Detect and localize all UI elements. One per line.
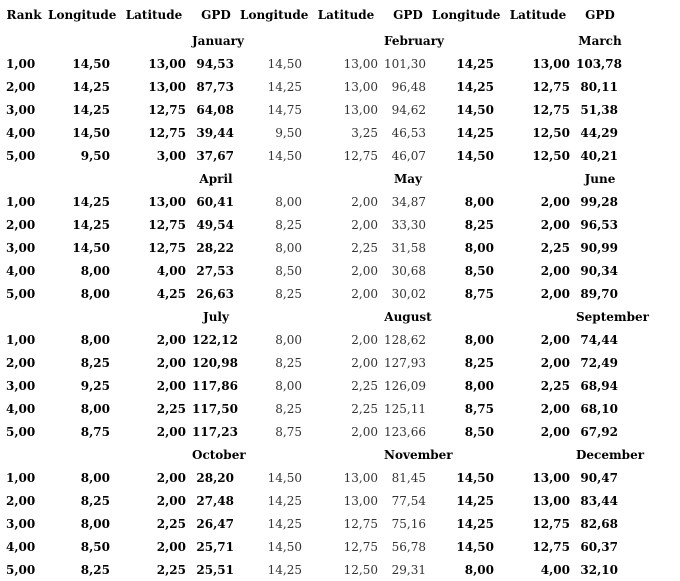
spacer-cell (624, 29, 680, 52)
longitude-cell: 8,50 (80, 539, 110, 554)
rank-cell: 2,00 (6, 493, 36, 508)
gpd-cell: 117,50 (192, 401, 238, 416)
latitude-cell: 12,75 (532, 79, 570, 94)
month-label: November (384, 447, 453, 462)
gpd-cell: 126,09 (384, 378, 426, 393)
gpd-cell: 74,44 (580, 332, 618, 347)
latitude-cell: 2,00 (156, 424, 186, 439)
latitude-cell: 13,00 (148, 56, 186, 71)
latitude-cell: 2,00 (351, 355, 378, 370)
table-row (0, 397, 680, 420)
rank-cell: 3,00 (6, 378, 36, 393)
spacer-cell (240, 443, 384, 466)
longitude-cell: 14,50 (267, 148, 302, 163)
spacer-cell (0, 305, 48, 328)
gpd-cell: 44,29 (580, 125, 618, 140)
gpd-cell: 29,31 (391, 562, 426, 577)
latitude-cell: 13,00 (343, 493, 378, 508)
gpd-cell: 83,44 (580, 493, 618, 508)
longitude-cell: 8,75 (275, 424, 302, 439)
header-longitude: Longitude (240, 7, 309, 22)
gpd-cell: 51,38 (580, 102, 618, 117)
month-label: June (584, 171, 616, 186)
month-label-row (0, 167, 680, 190)
longitude-cell: 14,50 (456, 470, 494, 485)
table-row (0, 144, 680, 167)
latitude-cell: 13,00 (532, 493, 570, 508)
longitude-cell: 14,50 (456, 148, 494, 163)
rank-cell: 1,00 (6, 56, 36, 71)
longitude-cell: 14,25 (456, 79, 494, 94)
rank-cell: 2,00 (6, 79, 36, 94)
latitude-cell: 2,00 (540, 286, 570, 301)
rank-cell: 3,00 (6, 102, 36, 117)
gpd-cell: 26,63 (196, 286, 234, 301)
longitude-cell: 8,00 (80, 516, 110, 531)
latitude-cell: 12,75 (148, 125, 186, 140)
header-longitude: Longitude (432, 7, 501, 22)
rank-cell: 4,00 (6, 125, 36, 140)
latitude-cell: 2,00 (351, 194, 378, 209)
table-row (0, 52, 680, 75)
header-gpd: GPD (201, 7, 231, 22)
longitude-cell: 14,50 (456, 102, 494, 117)
longitude-cell: 14,25 (456, 125, 494, 140)
gpd-cell: 87,73 (196, 79, 234, 94)
latitude-cell: 13,00 (532, 470, 570, 485)
rank-cell: 5,00 (6, 424, 36, 439)
latitude-cell: 2,25 (351, 378, 378, 393)
gpd-cell: 96,48 (391, 79, 426, 94)
rank-cell: 3,00 (6, 516, 36, 531)
latitude-cell: 13,00 (343, 56, 378, 71)
latitude-cell: 2,25 (540, 378, 570, 393)
gpd-cell: 90,34 (580, 263, 618, 278)
latitude-cell: 2,00 (540, 217, 570, 232)
longitude-cell: 9,50 (275, 125, 302, 140)
latitude-cell: 2,00 (540, 355, 570, 370)
rank-cell: 2,00 (6, 217, 36, 232)
latitude-cell: 12,75 (343, 148, 378, 163)
latitude-cell: 2,00 (351, 263, 378, 278)
longitude-cell: 8,75 (464, 286, 494, 301)
table-row (0, 282, 680, 305)
spacer-cell (432, 29, 576, 52)
gpd-cell: 28,20 (196, 470, 234, 485)
longitude-cell: 14,50 (456, 539, 494, 554)
month-label: May (393, 171, 423, 186)
gpd-cell: 125,11 (384, 401, 426, 416)
latitude-cell: 12,50 (532, 148, 570, 163)
gpd-cell: 56,78 (391, 539, 426, 554)
header-gpd: GPD (585, 7, 615, 22)
latitude-cell: 2,25 (351, 240, 378, 255)
table-row (0, 374, 680, 397)
longitude-cell: 14,25 (456, 56, 494, 71)
gpd-cell: 68,94 (580, 378, 618, 393)
longitude-cell: 14,25 (267, 493, 302, 508)
month-label: August (384, 309, 432, 324)
longitude-cell: 8,75 (80, 424, 110, 439)
table-row (0, 489, 680, 512)
longitude-cell: 8,25 (464, 355, 494, 370)
table-row (0, 351, 680, 374)
latitude-cell: 2,25 (156, 516, 186, 531)
longitude-cell: 8,00 (80, 286, 110, 301)
gpd-cell: 72,49 (580, 355, 618, 370)
longitude-cell: 8,00 (464, 562, 494, 577)
longitude-cell: 8,00 (275, 378, 302, 393)
table-body (0, 29, 680, 581)
longitude-cell: 14,25 (267, 516, 302, 531)
latitude-cell: 12,75 (532, 539, 570, 554)
longitude-cell: 14,50 (72, 125, 110, 140)
gpd-cell: 128,62 (384, 332, 426, 347)
latitude-cell: 2,00 (540, 424, 570, 439)
gpd-cell: 28,22 (196, 240, 234, 255)
longitude-cell: 8,00 (275, 194, 302, 209)
spacer-cell (432, 167, 576, 190)
rank-cell: 2,00 (6, 355, 36, 370)
longitude-cell: 14,25 (72, 217, 110, 232)
gpd-cell: 77,54 (391, 493, 426, 508)
rank-cell: 3,00 (6, 240, 36, 255)
latitude-cell: 12,75 (148, 217, 186, 232)
longitude-cell: 8,00 (80, 470, 110, 485)
longitude-cell: 14,50 (267, 539, 302, 554)
month-label: July (203, 309, 229, 324)
table-row (0, 98, 680, 121)
latitude-cell: 13,00 (343, 470, 378, 485)
rank-cell: 5,00 (6, 148, 36, 163)
latitude-cell: 2,00 (156, 539, 186, 554)
longitude-cell: 14,50 (267, 470, 302, 485)
latitude-cell: 2,00 (156, 470, 186, 485)
longitude-cell: 9,25 (80, 378, 110, 393)
table-row (0, 466, 680, 489)
longitude-cell: 14,50 (267, 56, 302, 71)
rank-cell: 4,00 (6, 401, 36, 416)
header-row (0, 0, 680, 29)
latitude-cell: 2,00 (540, 332, 570, 347)
latitude-cell: 2,00 (156, 378, 186, 393)
header-rank: Rank (6, 7, 42, 22)
latitude-cell: 2,00 (351, 332, 378, 347)
gpd-cell: 25,51 (196, 562, 234, 577)
gpd-cell: 37,67 (196, 148, 234, 163)
longitude-cell: 14,25 (72, 79, 110, 94)
header-latitude: Latitude (317, 7, 375, 22)
rank-cell: 5,00 (6, 286, 36, 301)
gpd-cell: 67,92 (580, 424, 618, 439)
gpd-cell: 103,78 (576, 56, 622, 71)
latitude-cell: 2,00 (351, 286, 378, 301)
latitude-cell: 12,75 (148, 102, 186, 117)
longitude-cell: 8,00 (80, 401, 110, 416)
gpd-cell: 31,58 (391, 240, 426, 255)
latitude-cell: 2,00 (156, 355, 186, 370)
spacer-cell (48, 305, 192, 328)
longitude-cell: 8,25 (275, 217, 302, 232)
table-row (0, 535, 680, 558)
table-row (0, 213, 680, 236)
spacer-cell (48, 167, 192, 190)
table-row (0, 236, 680, 259)
rank-cell: 1,00 (6, 470, 36, 485)
spacer-cell (432, 305, 576, 328)
latitude-cell: 4,00 (156, 263, 186, 278)
latitude-cell: 2,25 (351, 401, 378, 416)
spacer-cell (432, 443, 576, 466)
table-row (0, 259, 680, 282)
longitude-cell: 14,25 (267, 562, 302, 577)
longitude-cell: 8,00 (275, 332, 302, 347)
longitude-cell: 8,00 (464, 378, 494, 393)
gpd-cell: 81,45 (391, 470, 426, 485)
longitude-cell: 8,50 (464, 263, 494, 278)
header-longitude: Longitude (48, 7, 117, 22)
latitude-cell: 2,00 (540, 194, 570, 209)
latitude-cell: 2,00 (540, 263, 570, 278)
gpd-cell: 90,47 (580, 470, 618, 485)
longitude-cell: 8,50 (275, 263, 302, 278)
gpd-cell: 46,07 (391, 148, 426, 163)
latitude-cell: 12,75 (532, 516, 570, 531)
header-gpd: GPD (393, 7, 423, 22)
gpd-cell: 94,62 (391, 102, 426, 117)
spacer-cell (240, 29, 384, 52)
gpd-cell: 25,71 (196, 539, 234, 554)
month-label: February (384, 33, 445, 48)
gpd-cell: 94,53 (196, 56, 234, 71)
longitude-cell: 8,25 (275, 286, 302, 301)
latitude-cell: 12,75 (343, 539, 378, 554)
latitude-cell: 2,00 (351, 217, 378, 232)
latitude-cell: 13,00 (148, 79, 186, 94)
rank-cell: 4,00 (6, 263, 36, 278)
latitude-cell: 3,00 (156, 148, 186, 163)
longitude-cell: 14,25 (267, 79, 302, 94)
rank-cell: 4,00 (6, 539, 36, 554)
gpd-cell: 60,41 (196, 194, 234, 209)
longitude-cell: 14,50 (72, 240, 110, 255)
table-row (0, 328, 680, 351)
latitude-cell: 12,50 (343, 562, 378, 577)
longitude-cell: 8,00 (275, 240, 302, 255)
header-latitude: Latitude (125, 7, 183, 22)
gpd-cell: 99,28 (580, 194, 618, 209)
month-label: October (192, 447, 246, 462)
rank-cell: 1,00 (6, 332, 36, 347)
latitude-cell: 2,00 (540, 401, 570, 416)
longitude-cell: 8,25 (464, 217, 494, 232)
rank-cell: 5,00 (6, 562, 36, 577)
longitude-cell: 14,50 (72, 56, 110, 71)
table-row (0, 121, 680, 144)
longitude-cell: 8,25 (275, 355, 302, 370)
table-row (0, 75, 680, 98)
latitude-cell: 2,25 (156, 401, 186, 416)
latitude-cell: 13,00 (148, 194, 186, 209)
spacer-cell (48, 29, 192, 52)
longitude-cell: 8,75 (464, 401, 494, 416)
gpd-cell: 30,02 (391, 286, 426, 301)
longitude-cell: 14,25 (456, 493, 494, 508)
longitude-cell: 8,00 (464, 240, 494, 255)
spacer-cell (0, 443, 48, 466)
month-label-row (0, 305, 680, 328)
longitude-cell: 8,50 (464, 424, 494, 439)
rank-cell: 1,00 (6, 194, 36, 209)
latitude-cell: 2,00 (156, 493, 186, 508)
gpd-cell: 123,66 (384, 424, 426, 439)
gpd-cell: 90,99 (580, 240, 618, 255)
latitude-cell: 2,00 (351, 424, 378, 439)
latitude-cell: 12,75 (532, 102, 570, 117)
latitude-cell: 13,00 (343, 102, 378, 117)
spacer-cell (48, 443, 192, 466)
gpd-cell: 32,10 (580, 562, 618, 577)
latitude-cell: 3,25 (351, 125, 378, 140)
longitude-cell: 8,00 (80, 263, 110, 278)
longitude-cell: 8,00 (80, 332, 110, 347)
gpd-cell: 101,30 (384, 56, 426, 71)
latitude-cell: 4,00 (540, 562, 570, 577)
spacer-cell (0, 167, 48, 190)
month-label-row (0, 29, 680, 52)
spacer-cell (624, 167, 680, 190)
longitude-cell: 8,25 (80, 493, 110, 508)
latitude-cell: 12,50 (532, 125, 570, 140)
gpd-cell: 68,10 (580, 401, 618, 416)
longitude-cell: 8,25 (275, 401, 302, 416)
table-row (0, 190, 680, 213)
month-label: January (192, 33, 244, 48)
gpd-cell: 120,98 (192, 355, 238, 370)
longitude-cell: 8,00 (464, 194, 494, 209)
gpd-cell: 75,16 (391, 516, 426, 531)
gpd-cell: 40,21 (580, 148, 618, 163)
gpd-cell: 26,47 (196, 516, 234, 531)
longitude-cell: 8,25 (80, 355, 110, 370)
latitude-cell: 12,75 (148, 240, 186, 255)
latitude-cell: 2,25 (156, 562, 186, 577)
longitude-cell: 14,25 (72, 194, 110, 209)
longitude-cell: 14,25 (456, 516, 494, 531)
latitude-cell: 12,75 (343, 516, 378, 531)
gpd-cell: 96,53 (580, 217, 618, 232)
gpd-cell: 39,44 (196, 125, 234, 140)
gpd-cell: 117,23 (192, 424, 238, 439)
spacer-cell (240, 167, 384, 190)
month-label: April (199, 171, 233, 186)
latitude-cell: 4,25 (156, 286, 186, 301)
latitude-cell: 13,00 (343, 79, 378, 94)
longitude-cell: 14,75 (267, 102, 302, 117)
longitude-cell: 8,00 (464, 332, 494, 347)
gpd-cell: 60,37 (580, 539, 618, 554)
longitude-cell: 8,25 (80, 562, 110, 577)
header-latitude: Latitude (509, 7, 567, 22)
gpd-cell: 34,87 (391, 194, 426, 209)
gpd-cell: 30,68 (391, 263, 426, 278)
gpd-cell: 27,48 (196, 493, 234, 508)
gpd-cell: 64,08 (196, 102, 234, 117)
gpd-cell: 49,54 (196, 217, 234, 232)
longitude-cell: 9,50 (80, 148, 110, 163)
gpd-cell: 80,11 (580, 79, 618, 94)
latitude-cell: 13,00 (532, 56, 570, 71)
latitude-cell: 2,25 (540, 240, 570, 255)
month-label-row (0, 443, 680, 466)
month-label: December (576, 447, 645, 462)
gpd-cell: 122,12 (192, 332, 238, 347)
spacer-cell (240, 305, 384, 328)
gpd-cell: 117,86 (192, 378, 238, 393)
spacer-cell (0, 29, 48, 52)
gpd-cell: 89,70 (580, 286, 618, 301)
latitude-cell: 2,00 (156, 332, 186, 347)
gpd-cell: 46,53 (391, 125, 426, 140)
month-label: September (576, 309, 649, 324)
longitude-cell: 14,25 (72, 102, 110, 117)
table-row (0, 420, 680, 443)
gpd-cell: 82,68 (580, 516, 618, 531)
month-label: March (578, 33, 622, 48)
gpd-cell: 127,93 (384, 355, 426, 370)
gpd-cell: 27,53 (196, 263, 234, 278)
table-row (0, 512, 680, 535)
gpd-cell: 33,30 (391, 217, 426, 232)
